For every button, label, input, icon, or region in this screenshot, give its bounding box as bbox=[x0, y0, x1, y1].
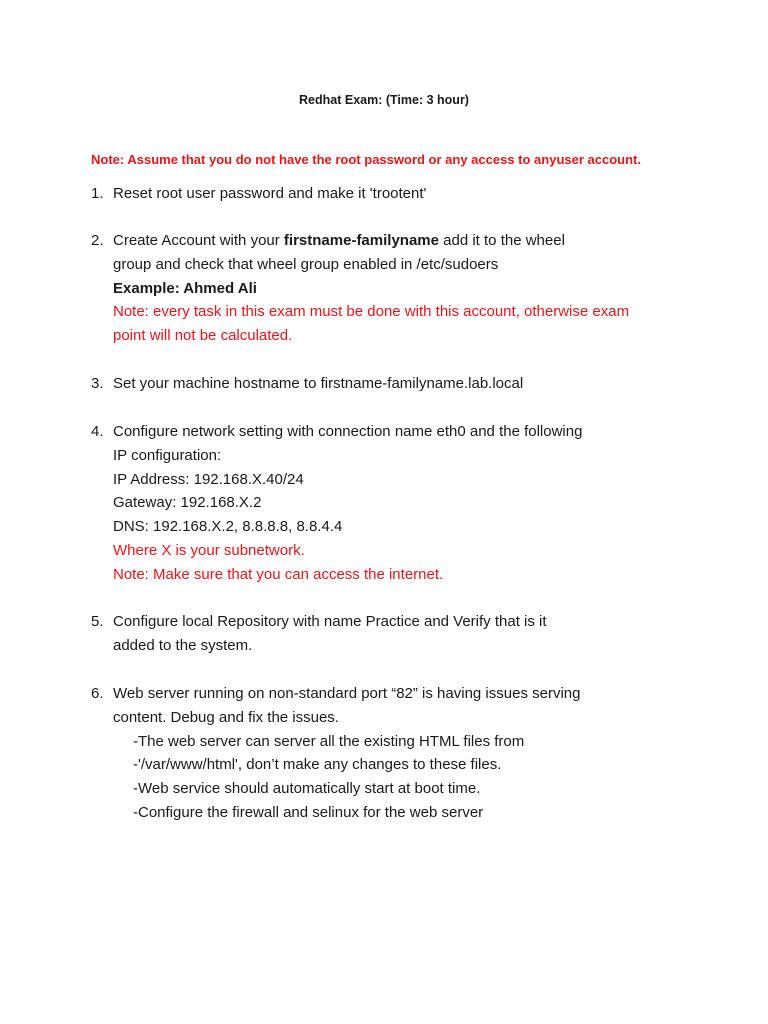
task-number: 6. bbox=[91, 685, 104, 702]
task-number: 4. bbox=[91, 423, 104, 440]
task-text: IP configuration: bbox=[113, 446, 222, 464]
task-text: Reset root user password and make it 'trootent' bbox=[113, 185, 427, 202]
task-note: Note: Make sure that you can access the internet. bbox=[113, 565, 444, 583]
task-number: 5. bbox=[91, 613, 104, 630]
page-title: Redhat Exam: (Time: 3 hour) bbox=[299, 93, 469, 107]
exam-note: Note: Assume that you do not have the root password or any access to anyuser account. bbox=[91, 152, 641, 167]
task-subitem: -'/var/www/html', don’t make any changes to these files. bbox=[133, 756, 502, 774]
task-note: Where X is your subnetwork. bbox=[113, 541, 305, 559]
task-text: added to the system. bbox=[113, 636, 253, 654]
task-text: content. Debug and fix the issues. bbox=[113, 708, 339, 726]
task-subitem: -Web service should automatically start at boot time. bbox=[133, 780, 481, 798]
task-number: 3. bbox=[91, 375, 104, 392]
task-2 bbox=[91, 229, 629, 348]
task-1 bbox=[91, 182, 426, 206]
task-number: 2. bbox=[91, 232, 104, 249]
task-number: 1. bbox=[91, 185, 104, 202]
task-text: Configure network setting with connection name eth0 and the following bbox=[113, 423, 583, 440]
task-6 bbox=[91, 682, 580, 825]
task-text: Gateway: 192.168.X.2 bbox=[113, 494, 262, 512]
task-subitem: -The web server can server all the existing HTML files from bbox=[133, 732, 525, 750]
task-example: Example: Ahmed Ali bbox=[113, 279, 257, 297]
task-text: Configure local Repository with name Practice and Verify that is it bbox=[113, 613, 547, 630]
task-text: Web server running on non-standard port “82” is having issues serving bbox=[113, 685, 581, 702]
task-text: DNS: 192.168.X.2, 8.8.8.8, 8.8.4.4 bbox=[113, 518, 343, 536]
task-5 bbox=[91, 610, 547, 658]
task-text: IP Address: 192.168.X.40/24 bbox=[113, 470, 304, 488]
task-subitem: -Configure the firewall and selinux for the web server bbox=[133, 803, 484, 821]
task-note: point will not be calculated. bbox=[113, 327, 293, 345]
task-4 bbox=[91, 420, 582, 587]
task-text: Set your machine hostname to firstname-familyname.lab.local bbox=[113, 375, 524, 392]
task-note: Note: every task in this exam must be done with this account, otherwise exam bbox=[113, 303, 630, 321]
task-3 bbox=[91, 372, 523, 396]
task-text: group and check that wheel group enabled in /etc/sudoers bbox=[113, 255, 499, 273]
bold-placeholder: firstname-familyname bbox=[283, 232, 439, 249]
task-text: Create Account with your firstname-familyname add it to the wheel bbox=[113, 232, 565, 249]
